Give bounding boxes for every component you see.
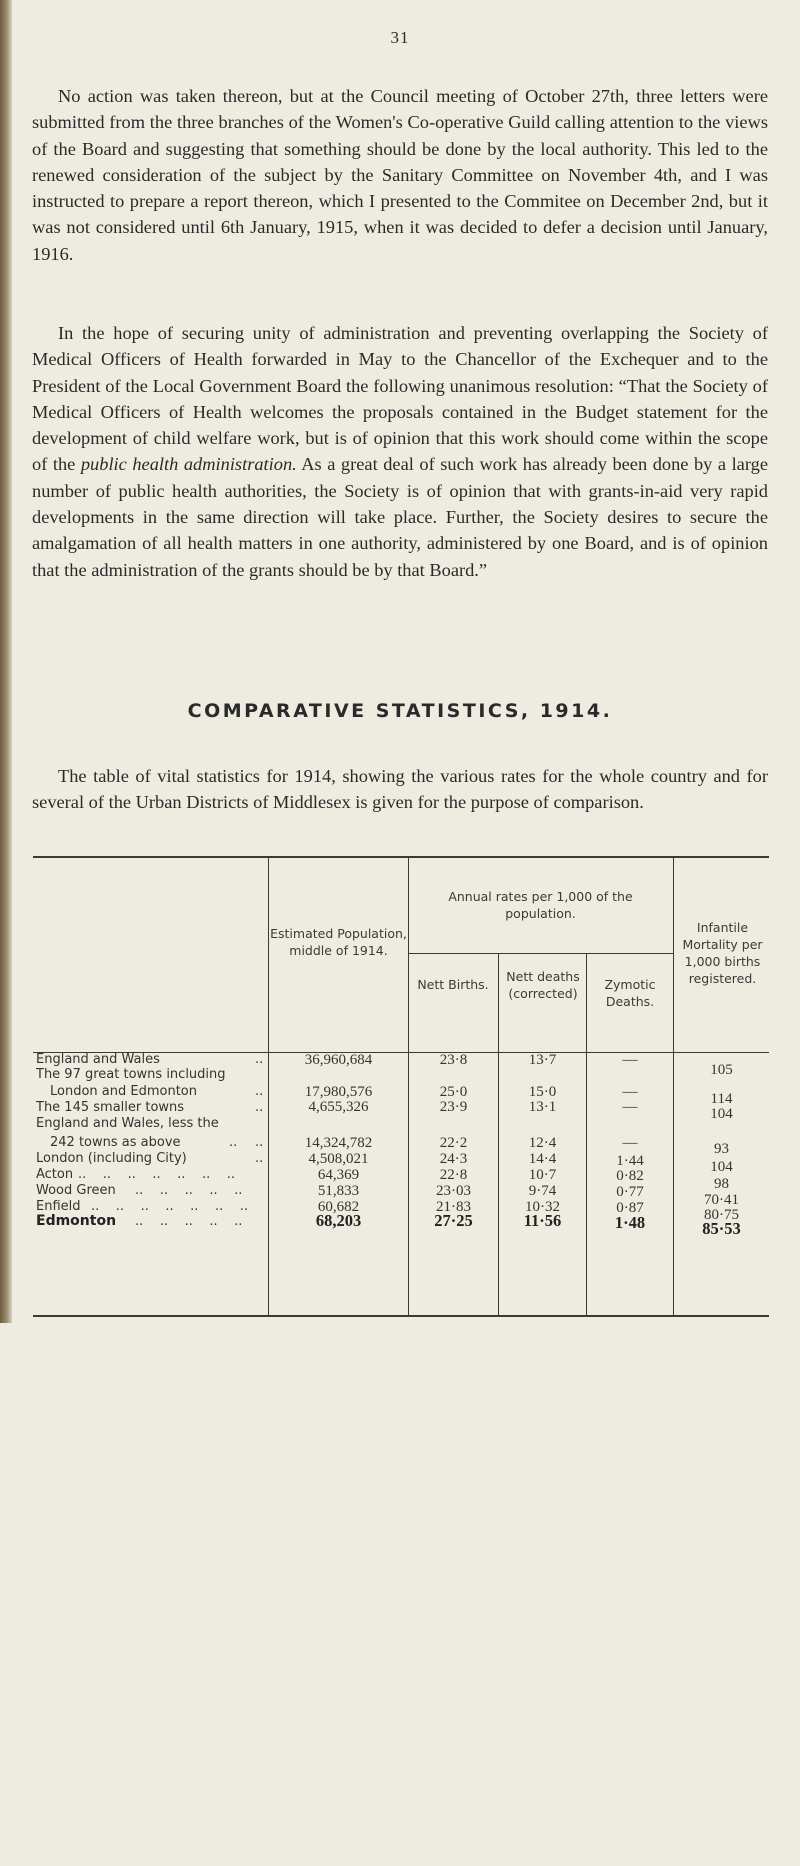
table-top-rule [33,856,769,858]
row-label-continued: London and Edmonton [50,1084,197,1099]
header-annual-rates: Annual rates per 1,000 of the population. [448,889,633,921]
cell-zymotic: 0·77 [616,1184,644,1200]
cell-deaths: 13·7 [528,1052,557,1068]
leader-dots: .. .. .. .. .. [135,1183,243,1198]
cell-infantile: 85·53 [702,1219,741,1238]
header-zymotic: Zymotic Deaths. [604,977,656,1009]
cell-births: 23·9 [439,1099,468,1115]
cell-deaths: 12·4 [528,1135,557,1151]
cell-population: 4,655,326 [308,1099,369,1115]
leader-dots: .. [255,1084,264,1099]
paragraph-text: The table of vital statistics for 1914, showing the various rates for the whole country and for several of the Urban Districts of Middlesex is given for the purpose of comparison. [32,766,768,813]
row-label: Edmonton [36,1213,117,1229]
cell-births: 22·2 [439,1135,468,1151]
cell-zymotic: 0·82 [616,1168,644,1184]
row-label: London (including City) [36,1151,187,1166]
cell-births: 27·25 [434,1211,473,1230]
cell-zymotic: 0·87 [616,1200,644,1216]
cell-births: 24·3 [439,1151,468,1167]
cell-births: 21·83 [436,1199,471,1215]
cell-zymotic: 1·44 [616,1153,644,1169]
cell-population: 36,960,684 [304,1052,373,1068]
subheader-rule [408,953,673,954]
cell-deaths: 14·4 [528,1151,557,1167]
row-label: England and Wales, less the [36,1116,219,1131]
leader-dots: .. [255,1100,264,1115]
row-label: England and Wales [36,1052,160,1067]
header-population: Estimated Population, middle of 1914. [270,926,407,958]
paragraph-council-meeting [32,83,768,267]
cell-infantile: 105 [710,1062,733,1078]
leader-dots: .. [255,1052,264,1067]
cell-zymotic: — [622,1135,638,1151]
cell-infantile: 93 [714,1141,729,1157]
cell-zymotic: — [622,1084,638,1100]
cell-births: 25·0 [439,1084,468,1100]
paragraph-text: No action was taken thereon, but at the Council meeting of October 27th, three letters were submitted from the three branches of the Women's Co-operative Guild calling attention to the views of the Board and suggesting that something should be done by the local authority. This led to the renewed consideration of the subject by the Sanitary Committee on November 4th, and I was instructed to prepare a report thereon, which I presented to the Commitee on December 2nd, but it was not considered until 6th January, 1915, when it was decided to defer a decision until January, 1916. [32,86,768,264]
cell-infantile: 98 [714,1176,729,1192]
leader-dots: .. [255,1135,264,1150]
cell-infantile: 104 [710,1106,733,1122]
header-nett-deaths: Nett deaths (corrected) [506,969,580,1001]
cell-deaths: 11·56 [523,1211,562,1230]
cell-infantile: 70·41 [704,1192,739,1208]
cell-infantile: 104 [710,1159,733,1175]
paragraph-resolution [32,320,768,583]
cell-deaths: 13·1 [528,1099,557,1115]
cell-population: 17,980,576 [304,1084,373,1100]
cell-population: 64,369 [317,1167,360,1183]
cell-population: 68,203 [315,1211,362,1230]
row-label: Enfield [36,1199,81,1214]
leader-dots: .. .. .. .. .. [135,1214,243,1229]
header-nett-births: Nett Births. [417,977,489,992]
cell-infantile: 80·75 [704,1207,739,1223]
row-label: The 97 great towns including [36,1067,226,1082]
cell-population: 51,833 [317,1183,360,1199]
cell-population: 60,682 [317,1199,360,1215]
header-infantile: Infantile Mortality per 1,000 births registered. [682,920,763,986]
cell-population: 14,324,782 [304,1135,373,1151]
page-number: 31 [390,28,410,47]
cell-zymotic: — [622,1099,638,1115]
paragraph-text: As a great deal of such work has already been done by a large number of public health authorities, the Society is of opinion that with grants-in-aid very rapid developments in the same direction will take place. Further, the Society desires to secure the amalgamation of all health matters in one authority, administered by one Board, and is of opinion that the administration of the grants should be by that Board.” [32,454,768,580]
section-heading: COMPARATIVE STATISTICS, 1914. [187,700,613,722]
cell-population: 4,508,021 [308,1151,369,1167]
row-label: Wood Green [36,1183,116,1198]
paragraph-table-intro [32,763,768,816]
leader-dots: .. [255,1151,264,1166]
leader-dots: .. .. .. .. .. .. .. [91,1199,249,1214]
cell-deaths: 10·32 [525,1199,560,1215]
column-divider [673,858,674,1315]
row-label: The 145 smaller towns [36,1100,185,1115]
cell-births: 23·8 [439,1052,468,1068]
leader-dots: .. [229,1135,238,1150]
italic-phrase: public health administration. [80,454,297,475]
row-label: Acton [36,1167,74,1182]
cell-zymotic: — [622,1052,638,1068]
row-label-continued: 242 towns as above [50,1135,181,1150]
cell-deaths: 10·7 [528,1167,557,1183]
table-bottom-rule [33,1315,769,1317]
paragraph-text: In the hope of securing unity of administration and preventing overlapping the Society of Medical Officers of Health forwarded in May to the Chancellor of the Exchequer and to the President of the Local Government Board the following unanimous resolution: “That the Society of Medical Officers of Health welcomes the proposals contained in the Budget statement for the development of child welfare work, but is of opinion that this work should come within the scope of the [32,323,768,475]
leader-dots: .. .. .. .. .. .. .. [78,1167,236,1182]
cell-deaths: 15·0 [528,1084,557,1100]
cell-births: 22·8 [439,1167,468,1183]
cell-deaths: 9·74 [528,1183,557,1199]
statistics-table [33,856,769,1866]
cell-births: 23·03 [436,1183,471,1199]
cell-zymotic: 1·48 [614,1213,646,1232]
book-spine [0,0,12,1323]
cell-infantile: 114 [710,1091,733,1107]
